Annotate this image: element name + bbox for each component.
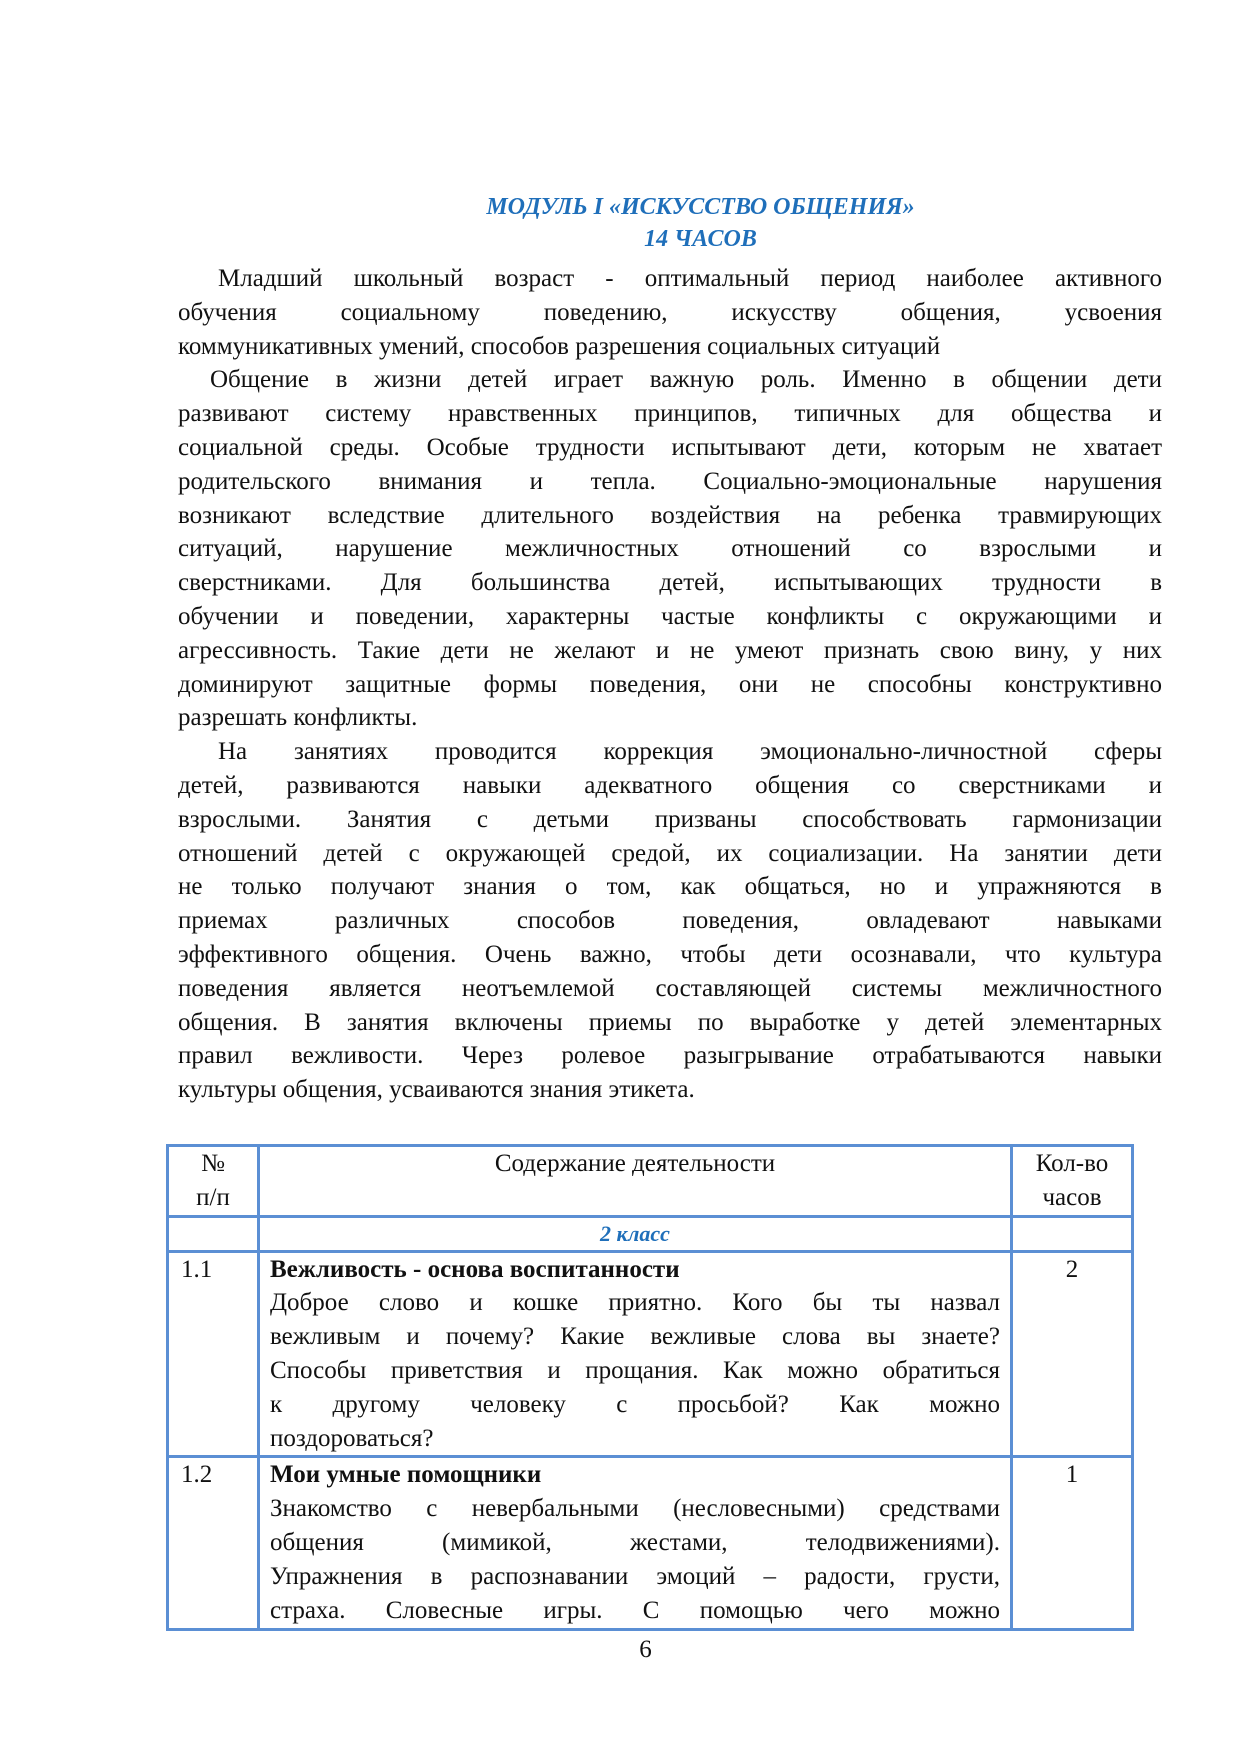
paragraph-line: не только получают знания о том, как общаться, но и упражняются в (178, 873, 1162, 901)
header-content: Содержание деятельности (259, 1146, 1012, 1217)
paragraph-line: сверстниками. Для большинства детей, испытывающих трудности в (178, 569, 1162, 597)
paragraph-line: возникают вследствие длительного воздействия на ребенка травмирующих (178, 501, 1162, 529)
row-content (259, 1251, 1012, 1457)
table-row (168, 1457, 1133, 1630)
header-number (168, 1146, 259, 1217)
row-line: общения (мимикой, жестами, телодвижениями). (270, 1528, 1000, 1556)
activity-table (166, 1144, 1134, 1631)
paragraph-line: приемах различных способов поведения, овладевают навыками (178, 907, 1162, 935)
class-empty-cell (1012, 1216, 1133, 1251)
paragraph-line: общения. В занятия включены приемы по выработке у детей элементарных (178, 1008, 1162, 1036)
paragraph-line: правил вежливости. Через ролевое разыгрывание отрабатываются навыки (178, 1042, 1162, 1070)
paragraph-line: развивают систему нравственных принципов, типичных для общества и (178, 400, 1162, 428)
row-hours: 2 (1012, 1251, 1133, 1457)
paragraph-line: ситуаций, нарушение межличностных отношений со взрослыми и (178, 535, 1162, 563)
table-header-row (168, 1146, 1133, 1217)
module-title: МОДУЛЬ I «ИСКУССТВО ОБЩЕНИЯ» (486, 194, 915, 220)
paragraph-line: На занятиях проводится коррекция эмоционально-личностной сферы (218, 738, 1162, 766)
paragraph-line: культуры общения, усваиваются знания этикета. (178, 1076, 695, 1104)
paragraph-line: социальной среды. Особые трудности испытывают дети, которым не хватает (178, 433, 1162, 461)
row-line: страха. Словесные игры. С помощью чего можно (270, 1596, 1000, 1624)
paragraph-line: агрессивность. Такие дети не желают и не умеют признать свою вину, у них (178, 636, 1162, 664)
paragraph-line: детей, развиваются навыки адекватного общения со сверстниками и (178, 771, 1162, 799)
class-row (168, 1216, 1133, 1251)
paragraph-line: доминируют защитные формы поведения, они не способны конструктивно (178, 670, 1162, 698)
header-number-line: п/п (196, 1183, 230, 1211)
row-line: Упражнения в распознавании эмоций – радости, грусти, (270, 1562, 1000, 1590)
row-line: Знакомство с невербальными (несловесными) средствами (270, 1495, 1000, 1523)
intro-text (178, 262, 1162, 1107)
class-empty-cell (168, 1216, 259, 1251)
row-line: вежливым и почему? Какие вежливые слова вы знаете? (270, 1323, 1000, 1351)
paragraph-line: разрешать конфликты. (178, 704, 418, 732)
paragraph-line: Младший школьный возраст - оптимальный период наиболее активного (218, 265, 1162, 292)
header-hours (1012, 1146, 1133, 1217)
row-content (259, 1457, 1012, 1630)
header-hours-line: часов (1042, 1183, 1102, 1211)
paragraph-line: обучении и поведении, характерны частые конфликты с окружающими и (178, 602, 1162, 630)
paragraph-line: Общение в жизни детей играет важную роль. Именно в общении дети (210, 366, 1162, 394)
header-number-line: № (201, 1150, 225, 1177)
row-title: Вежливость - основа воспитанности (270, 1255, 680, 1283)
row-line: поздороваться? (270, 1424, 434, 1452)
row-number: 1.1 (168, 1251, 259, 1457)
row-hours: 1 (1012, 1457, 1133, 1630)
paragraph-line: эффективного общения. Очень важно, чтобы дети осознавали, что культура (178, 940, 1162, 968)
page-number: 6 (639, 1636, 652, 1663)
paragraph-line: родительского внимания и тепла. Социально-эмоциональные нарушения (178, 467, 1162, 495)
row-line: к другому человеку с просьбой? Как можно (270, 1390, 1000, 1418)
class-label: 2 класс (259, 1216, 1012, 1251)
paragraph-line: взрослыми. Занятия с детьми призваны способствовать гармонизации (178, 805, 1162, 833)
paragraph-line: обучения социальному поведению, искусству общения, усвоения (178, 298, 1162, 326)
paragraph-line: отношений детей с окружающей средой, их социализации. На занятии дети (178, 839, 1162, 867)
paragraph-line: коммуникативных умений, способов разрешения социальных ситуаций (178, 332, 941, 360)
header-hours-line: Кол-во (1035, 1150, 1109, 1177)
row-number: 1.2 (168, 1457, 259, 1630)
paragraph-line: поведения является неотъемлемой составляющей системы межличностного (178, 974, 1162, 1002)
row-line: Способы приветствия и прощания. Как можно обратиться (270, 1356, 1000, 1384)
row-line: Доброе слово и кошке приятно. Кого бы ты назвал (270, 1289, 1000, 1317)
row-title: Мои умные помощники (270, 1461, 542, 1489)
table-row (168, 1251, 1133, 1457)
module-hours: 14 ЧАСОВ (644, 226, 757, 252)
